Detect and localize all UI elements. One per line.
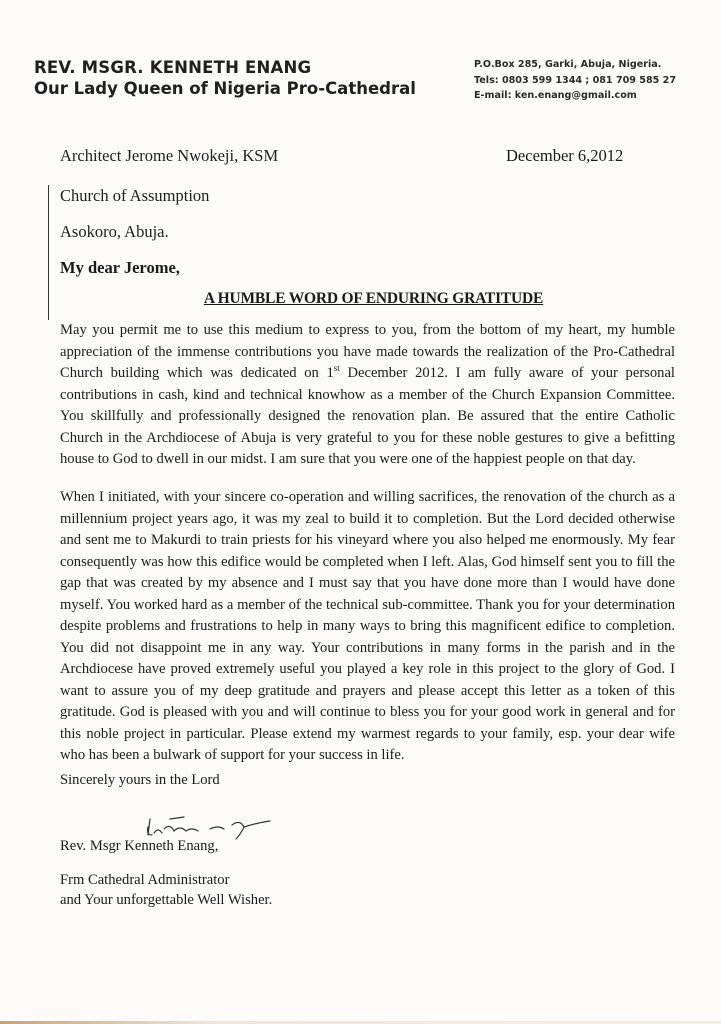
subject-heading [0, 290, 721, 308]
body-paragraph-1 [60, 320, 675, 471]
recipient-location: Asokoro, Abuja. [60, 222, 169, 241]
recipient-name: Architect Jerome Nwokeji, KSM [60, 146, 279, 165]
contact-address: P.O.Box 285, Garki, Abuja, Nigeria. [474, 59, 662, 70]
signer-name: Rev. Msgr Kenneth Enang, [60, 838, 219, 854]
recipient-organization: Church of Assumption [60, 186, 210, 205]
letterhead-contact [474, 57, 676, 104]
letterhead-sender [34, 58, 416, 100]
salutation: My dear Jerome, [60, 258, 180, 277]
signer-title-1: Frm Cathedral Administrator [60, 872, 230, 888]
paragraph-1-text-b: December 2012. I am fully aware of your personal contributions in cash, kind and technical knowhow as a member of the Church Expansion Committee. You skillfully and professionally designed the renovation plan. Be assured that the entire Catholic Church in the Archdiocese of Abuja is very grateful to you for these noble gestures to give a befitting house to God to dwell in our midst. I am sure that you were one of the happiest people on that day. [60, 365, 675, 467]
contact-email: E-mail: ken.enang@gmail.com [474, 90, 637, 101]
sender-name: REV. MSGR. KENNETH ENANG [34, 58, 312, 77]
paragraph-1-text-a: May you permit me to use this medium to express to you, from the bottom of my heart, my humble appreciation of the immense contributions you have made towards the realization of the Pro-Cathedral Church building which was dedicated on 1 [60, 322, 675, 381]
ordinal-suffix: st [333, 363, 340, 373]
signer-titles [60, 870, 272, 910]
contact-phones: Tels: 0803 599 1344 ; 081 709 585 27 [474, 74, 677, 86]
signer-title-2: and Your unforgettable Well Wisher. [60, 892, 273, 908]
sender-parish: Our Lady Queen of Nigeria Pro-Cathedral [34, 79, 416, 98]
closing: Sincerely yours in the Lord [60, 772, 220, 788]
body-paragraph-2: When I initiated, with your sincere co-operation and willing sacrifices, the renovation of the church as a millennium project years ago, it was my zeal to build it to completion. But the Lord decided otherwise and sent me to Makurdi to train priests for his vineyard where you also helped me enormously. My fear consequently was how this edifice would be completed when I left. Alas, God himself sent you to fill the gap that was created by my absence and I must say that you have done more than I would have done myself. You worked hard as a member of the technical sub-committee. Thank you for your determination despite problems and frustrations to help in many ways to bring this magnificent edifice to completion. You did not disappoint me in any way. Your contributions in many forms in the parish and in the Archdiocese have proved extremely useful you played a key role in this project to the glory of God. I want to assure you of my deep gratitude and prayers and please accept this letter as a token of this gratitude. God is pleased with you and will continue to bless you for your good work in general and for this noble project in particular. Please extend my warmest regards to your family, esp. your dear wife who has been a bulwark of support for your success in life. [60, 489, 675, 763]
letter-date: December 6,2012 [506, 146, 624, 165]
subject-text: A HUMBLE WORD OF ENDURING GRATITUDE [203, 290, 544, 307]
